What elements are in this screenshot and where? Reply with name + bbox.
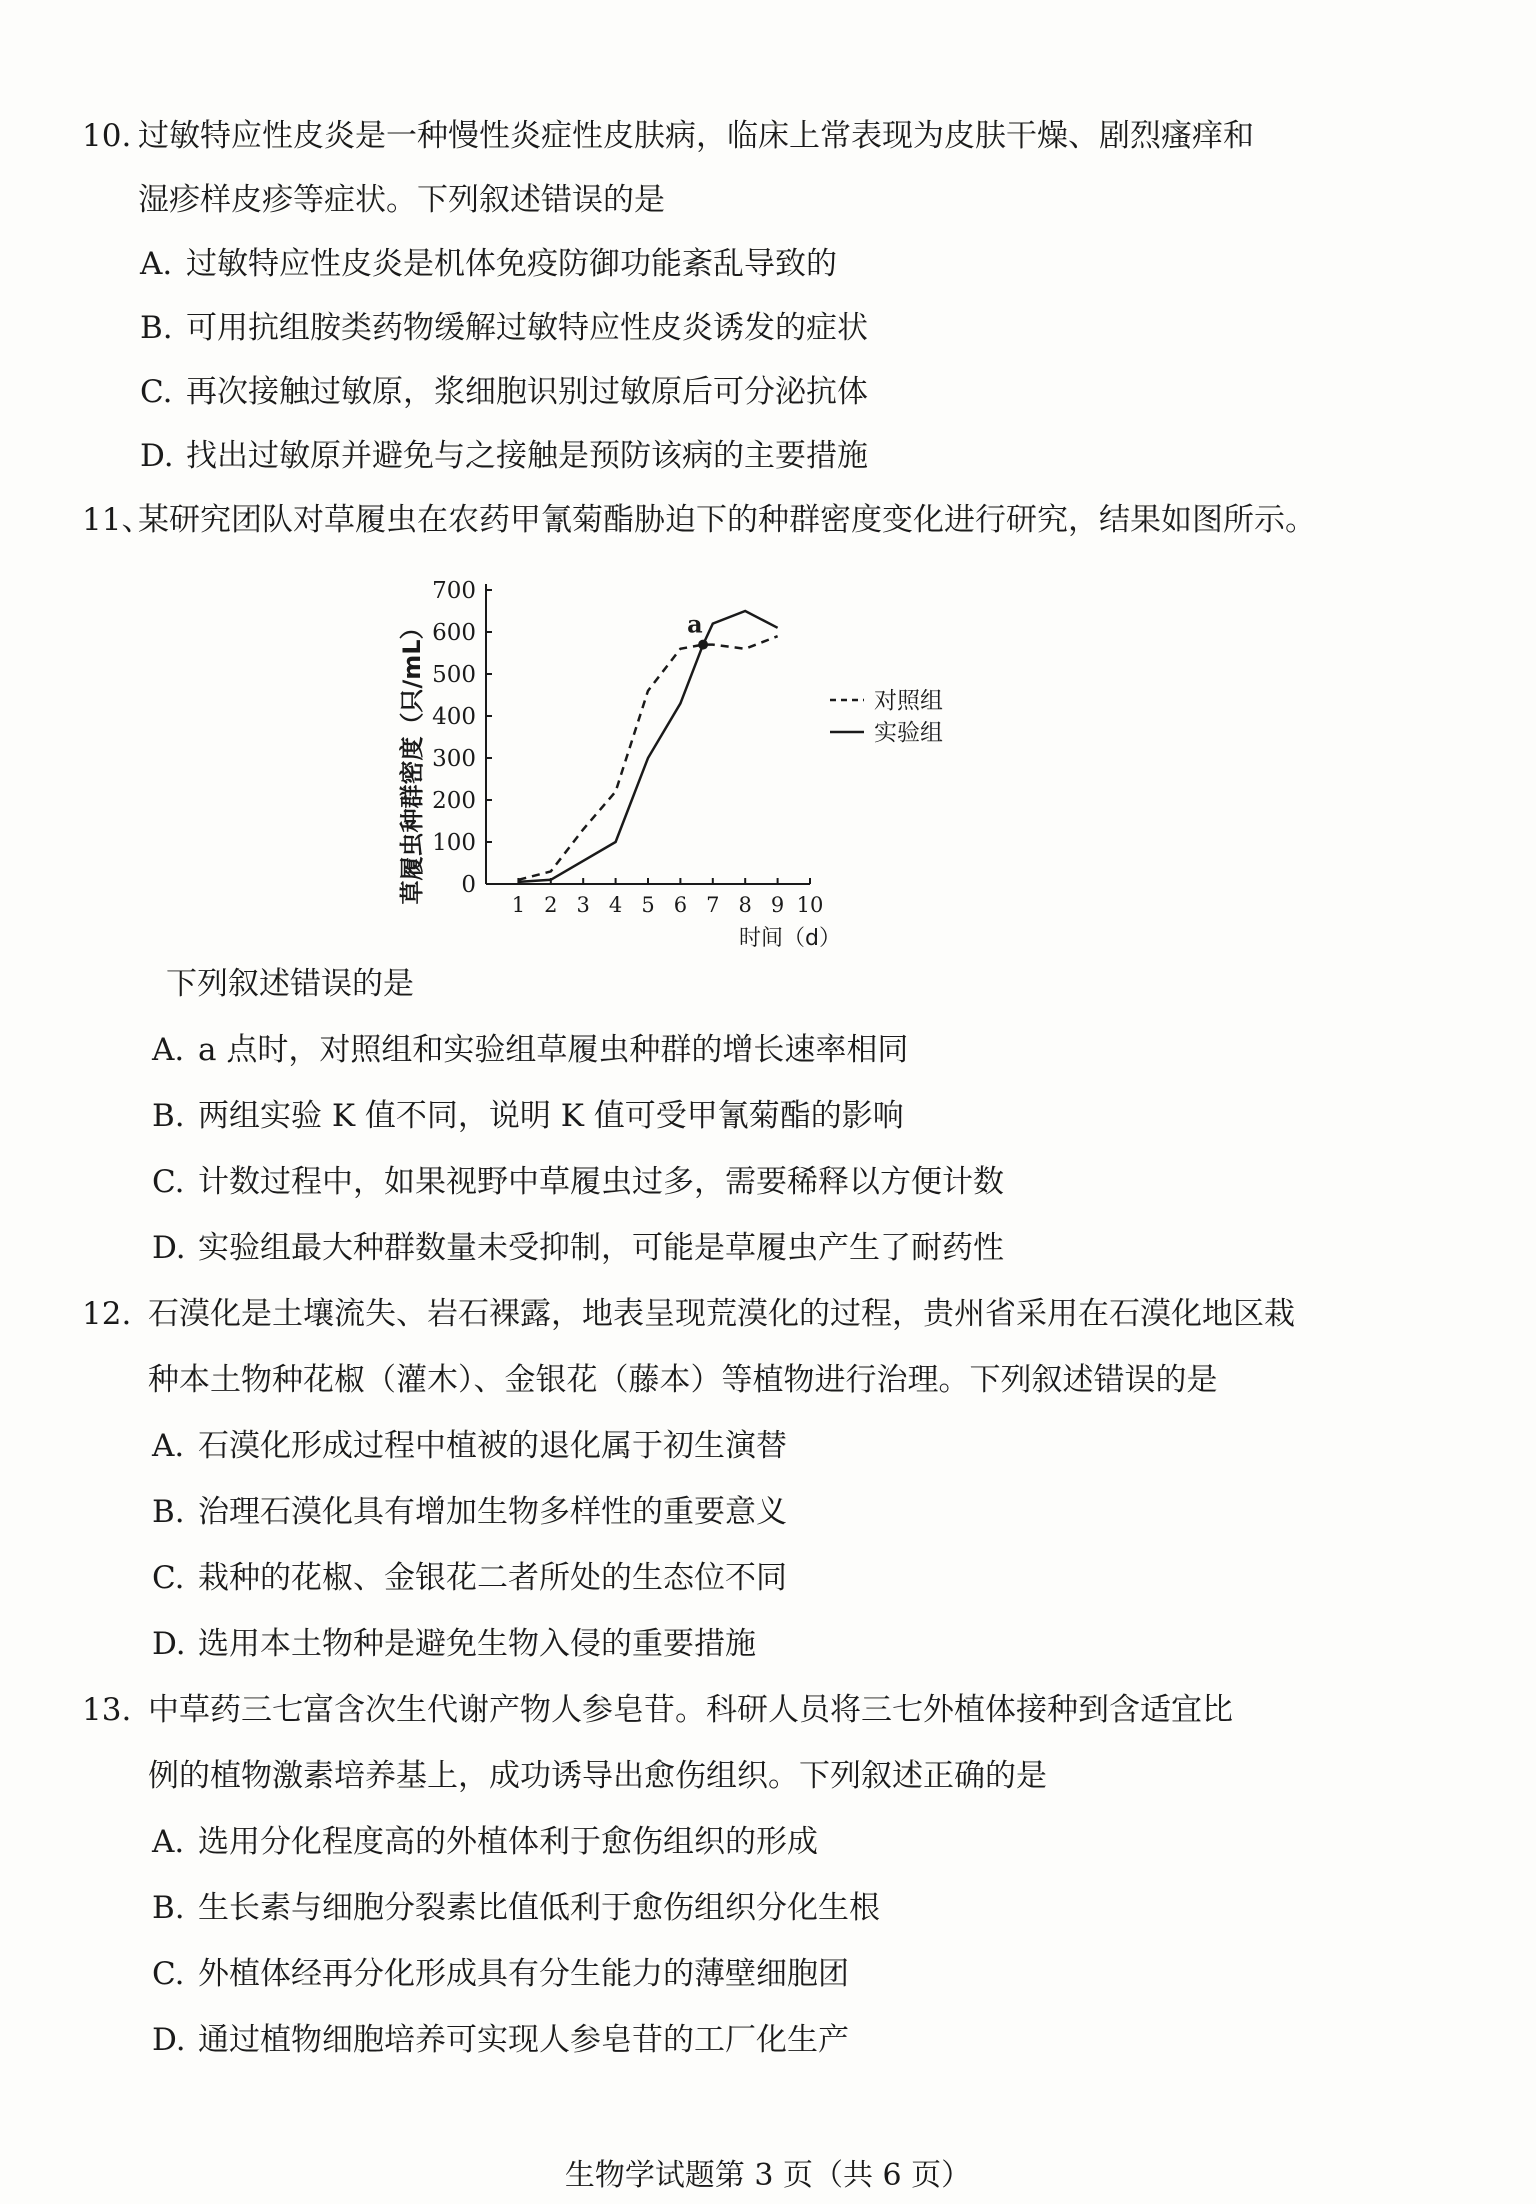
y-tick-label: 100 [432, 830, 476, 856]
question-11-number: 11、 [82, 502, 153, 538]
legend-label: 实验组 [874, 720, 943, 746]
x-tick-label: 6 [673, 893, 688, 917]
question-13-option-a: A. 选用分化程度高的外植体利于愈伤组织的形成 [152, 1824, 818, 1860]
x-tick-label: 1 [511, 893, 526, 917]
y-tick-label: 700 [432, 578, 476, 604]
question-12-option-d: D. 选用本土物种是避免生物入侵的重要措施 [152, 1626, 756, 1662]
question-13-option-d: D. 通过植物细胞培养可实现人参皂苷的工厂化生产 [152, 2022, 849, 2058]
question-13-stem-line2: 例的植物激素培养基上，成功诱导出愈伤组织。下列叙述正确的是 [148, 1758, 1047, 1794]
y-axis-label: 草履虫种群密度（只/mL） [398, 615, 426, 905]
point-a-marker [698, 640, 708, 650]
x-tick-label: 3 [576, 893, 590, 917]
question-12-stem-line2: 种本土物种花椒（灌木）、金银花（藤本）等植物进行治理。下列叙述错误的是 [148, 1362, 1218, 1398]
question-12-option-c: C. 栽种的花椒、金银花二者所处的生态位不同 [152, 1560, 787, 1596]
y-tick-label: 300 [432, 746, 476, 772]
series-line-experimental [518, 611, 777, 882]
y-tick-label: 0 [461, 872, 476, 898]
y-tick-label: 600 [432, 620, 476, 646]
question-13-stem-line1: 中草药三七富含次生代谢产物人参皂苷。科研人员将三七外植体接种到含适宜比 [148, 1692, 1233, 1728]
y-tick-label: 500 [432, 662, 476, 688]
x-axis-label: 时间（d） [739, 926, 841, 950]
page-footer: 生物学试题第 3 页（共 6 页） [564, 2158, 972, 2193]
question-13-option-b: B. 生长素与细胞分裂素比值低利于愈伤组织分化生根 [152, 1890, 880, 1926]
y-tick-label: 400 [432, 704, 476, 730]
y-tick-label: 200 [432, 788, 476, 814]
question-13-number: 13. [82, 1692, 132, 1728]
question-10-stem-line2: 湿疹样皮疹等症状。下列叙述错误的是 [138, 182, 665, 218]
question-10-option-b: B. 可用抗组胺类药物缓解过敏特应性皮炎诱发的症状 [140, 310, 868, 346]
x-tick-label: 2 [544, 893, 558, 917]
question-11-after-chart: 下列叙述错误的是 [166, 966, 414, 1002]
question-12-option-b: B. 治理石漠化具有增加生物多样性的重要意义 [152, 1494, 787, 1530]
question-10-option-d: D. 找出过敏原并避免与之接触是预防该病的主要措施 [140, 438, 868, 474]
x-tick-label: 10 [796, 893, 824, 917]
x-tick-label: 4 [608, 893, 623, 917]
question-11-option-a: A. a 点时，对照组和实验组草履虫种群的增长速率相同 [152, 1032, 909, 1068]
question-10-option-a: A. 过敏特应性皮炎是机体免疫防御功能紊乱导致的 [140, 246, 837, 282]
legend-label: 对照组 [874, 688, 943, 714]
x-tick-label: 8 [738, 893, 752, 917]
x-tick-label: 5 [641, 893, 655, 917]
question-12-stem-line1: 石漠化是土壤流失、岩石裸露，地表呈现荒漠化的过程，贵州省采用在石漠化地区栽 [148, 1296, 1295, 1332]
chart-axes [486, 584, 810, 884]
point-a-label: a [687, 609, 703, 639]
question-11-option-b: B. 两组实验 K 值不同，说明 K 值可受甲氰菊酯的影响 [152, 1098, 904, 1134]
question-11-option-c: C. 计数过程中，如果视野中草履虫过多，需要稀释以方便计数 [152, 1164, 1004, 1200]
question-10-option-c: C. 再次接触过敏原，浆细胞识别过敏原后可分泌抗体 [140, 374, 868, 410]
question-11-stem-line1: 某研究团队对草履虫在农药甲氰菊酯胁迫下的种群密度变化进行研究，结果如图所示。 [138, 502, 1316, 538]
chart-series [518, 610, 777, 882]
question-10-stem-line1: 过敏特应性皮炎是一种慢性炎症性皮肤病，临床上常表现为皮肤干燥、剧烈瘙痒和 [138, 118, 1254, 154]
question-10-number: 10. [82, 118, 132, 154]
y-tick-labels [432, 578, 492, 898]
population-density-chart [390, 560, 1010, 950]
x-tick-label: 7 [706, 893, 720, 917]
question-12-option-a: A. 石漠化形成过程中植被的退化属于初生演替 [152, 1428, 787, 1464]
x-tick-label: 9 [770, 893, 785, 917]
question-12-number: 12. [82, 1296, 132, 1332]
question-11-option-d: D. 实验组最大种群数量未受抑制，可能是草履虫产生了耐药性 [152, 1230, 1004, 1266]
chart-legend [830, 688, 943, 746]
question-13-option-c: C. 外植体经再分化形成具有分生能力的薄壁细胞团 [152, 1956, 849, 1992]
